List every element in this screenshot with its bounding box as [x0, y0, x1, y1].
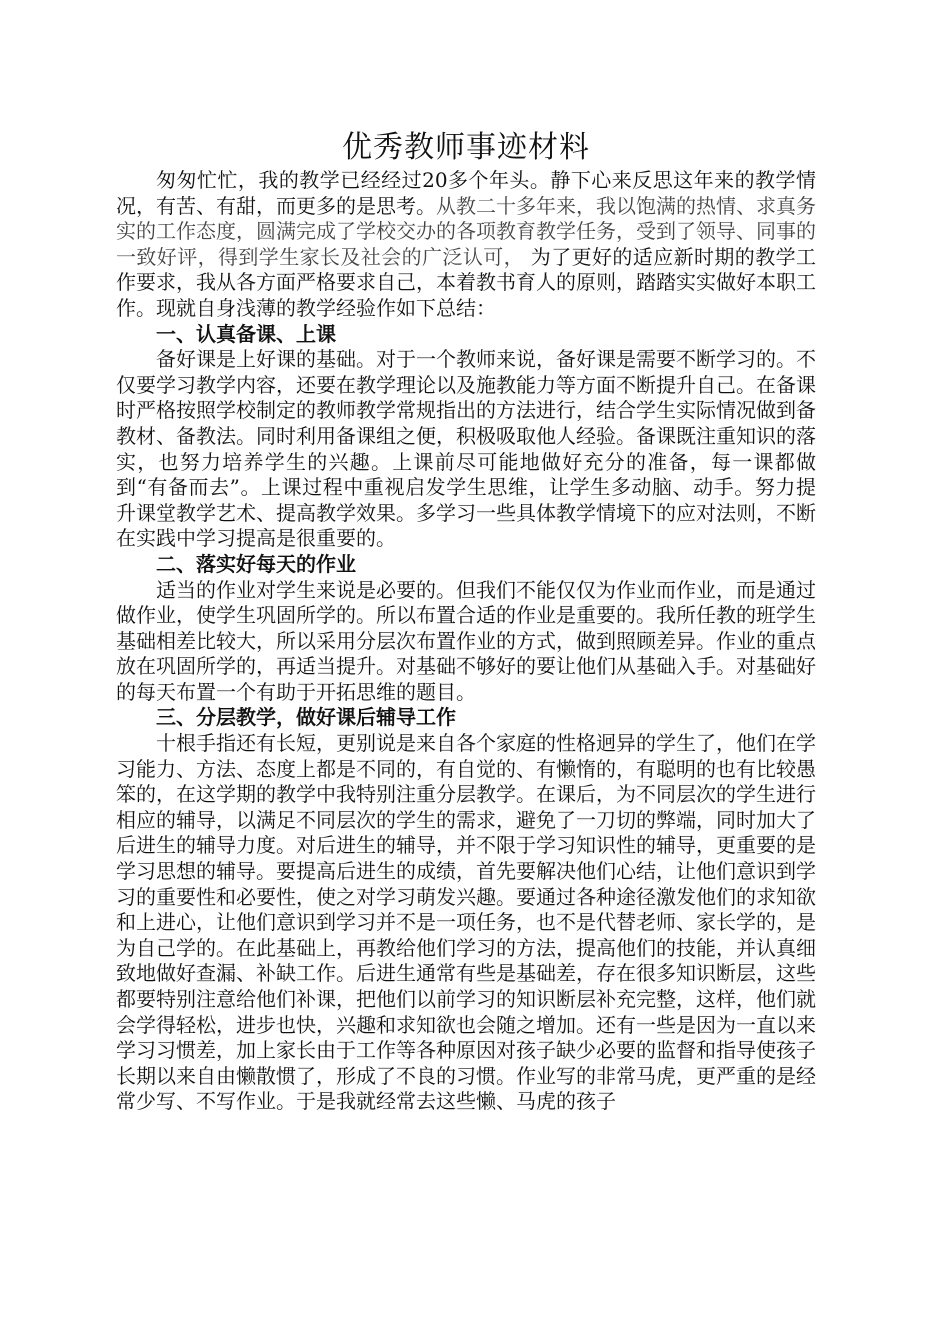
section-heading-2: 二、落实好每天的作业 — [156, 551, 356, 576]
section-body-1: 备好课是上好课的基础。对于一个教师来说，备好课是需要不断学习的。不仅要学习教学内容，还要在教学理论以及施教能力等方面不断提升自己。在备课时严格按照学校制定的教师教学常规指出的方法进行，结合学生实际情况做到备教材、备教法。同时利用备课组之便，积极吸取他人经验。备课既注重知识的落实，也努力培养学生的兴趣。上课前尽可能地做好充分的准备，每一课都做到“有备而去”。上课过程中重视启发学生思维，让学生多动脑、动手。努力提升课堂教学艺术、提高教学效果。多学习一些具体教学情境下的应对法则，不断在实践中学习提高是很重要的。 — [116, 347, 816, 551]
intro-text-1: 匆匆忙忙，我的教学已经经过20多个年头。静下心来反思这年来的教学情况，有苦、有甜，而更多的是思考。 — [116, 168, 816, 218]
intro-text-3: 为了更好的适应新时期的教学工作要求，我从各方面严格要求自己，本着教书育人的原则，踏踏实实做好本职工作。现就自身浅薄的教学经验作如下总结： — [116, 244, 817, 320]
section-body-2: 适当的作业对学生来说是必要的。但我们不能仅仅为作业而作业，而是通过做作业，使学生巩固所学的。所以布置合适的作业是重要的。我所任教的班学生基础相差比较大，所以采用分层次布置作业的方式，做到照顾差异。作业的重点放在巩固所学的，再适当提升。对基础不够好的要让他们从基础入手。对基础好的每天布置一个有助于开拓思维的题目。 — [116, 577, 816, 704]
document-title: 优秀教师事迹材料 — [342, 130, 590, 165]
section-body-3: 十根手指还有长短，更别说是来自各个家庭的性格迥异的学生了，他们在学习能力、方法、态度上都是不同的，有自觉的、有懒惰的，有聪明的也有比较愚笨的，在这学期的教学中我特别注重分层教学。在课后，为不同层次的学生进行相应的辅导，以满足不同层次的学生的需求，避免了一刀切的弊端，同时加大了后进生的辅导力度。对后进生的辅导，并不限于学习知识性的辅导，更重要的是学习思想的辅导。要提高后进生的成绩，首先要解决他们心结，让他们意识到学习的重要性和必要性，使之对学习萌发兴趣。要通过各种途径激发他们的求知欲和上进心，让他们意识到学习并不是一项任务，也不是代替老师、家长学的，是为自己学的。在此基础上，再教给他们学习的方法，提高他们的技能，并认真细致地做好查漏、补缺工作。后进生通常有些是基础差，存在很多知识断层，这些都要特别注意给他们补课，把他们以前学习的知识断层补充完整，这样，他们就会学得轻松，进步也快，兴趣和求知欲也会随之增加。还有一些是因为一直以来学习习惯差，加上家长由于工作等各种原因对孩子缺少必要的监督和指导使孩子长期以来自由懒散惯了，形成了不良的习惯。作业写的非常马虎，更严重的是经常少写、不写作业。于是我就经常去这些懒、马虎的孩子 — [116, 731, 816, 1114]
section-heading-3: 三、分层教学，做好课后辅导工作 — [156, 705, 456, 730]
document-page — [116, 128, 816, 1115]
section-heading-1: 一、认真备课、上课 — [156, 321, 336, 346]
intro-text-2: 从教二十多年来，我以饱满的热情、求真务实的工作态度，圆满完成了学校交办的各项教育教学任务，受到了领导、同事的一致好评，得到学生家长及社会的广泛认可， — [116, 193, 816, 269]
intro-paragraph — [116, 168, 816, 322]
